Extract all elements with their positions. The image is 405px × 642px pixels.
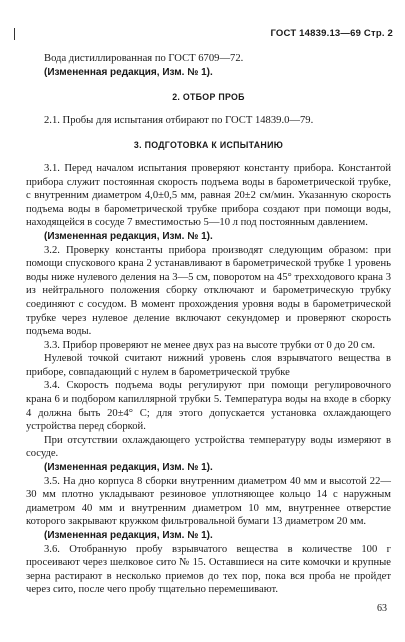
page-header: ГОСТ 14839.13—69 Стр. 2 [270, 28, 393, 39]
paragraph-3-3-zero-point: Нулевой точкой считают нижний уровень слоя взрывчатого вещества в приборе, совпадающий с нулем в барометрической трубке [26, 353, 391, 378]
section-title-preparation: 3. ПОДГОТОВКА К ИСПЫТАНИЮ [133, 140, 284, 151]
paragraph-3-1: 3.1. Перед началом испытания проверяют константу прибора. Константой прибора служит постоянная скорость подъема воды в барометрической трубке, с внутренним диаметром 4,0±0,5 мм, равная 20±2 см/мин. Указанную скорость подъема воды в барометрической трубке прибора создают при помощи воды, находящейся в сосуде 7 вместимостью 5—10 л под постоянным давлением. [26, 162, 391, 229]
paragraph-3-5: 3.5. На дно корпуса 8 сборки внутренним диаметром 40 мм и высотой 22—30 мм плотно укладывают резиновое уплотняющее кольцо 14 с наружным диаметром 40 мм и внутренним диаметром 10 мм, внутреннее отверстие которого закрывают кружком фильтровальной бумаги 13 диаметром 20 мм. [26, 475, 391, 528]
paragraph-2-1: 2.1. Пробы для испытания отбирают по ГОСТ 14839.0—79. [44, 114, 314, 126]
amendment-note: (Измененная редакция, Изм. № 1). [44, 66, 213, 78]
paragraph-3-4-no-cooling: При отсутствии охлаждающего устройства температуру воды измеряют в сосуде. [26, 434, 391, 460]
page-number: 63 [377, 603, 387, 614]
amendment-note: (Измененная редакция, Изм. № 1). [44, 530, 213, 541]
paragraph-3-3: 3.3. Прибор проверяют не менее двух раз на высоте трубки от 0 до 20 см. [44, 339, 376, 351]
paragraph-3-2: 3.2. Проверку константы прибора производят следующим образом: при помощи спускового крана 2 устанавливают в барометрической трубке 1 уровень воды ниже нулевого деления на 3—5 см, поворотом на 45° трехходового крана 3 из нейтрального положения сборку отключают и барометрическую трубку соединяют с сосудом. В момент прохождения уровня воды в барометрической трубке через нулевое деление включают секундомер и проверяют скорость подъема воды. [26, 244, 391, 338]
section-title-sampling: 2. ОТБОР ПРОБ [172, 92, 245, 103]
amendment-note: (Измененная редакция, Изм. № 1). [44, 462, 213, 474]
amendment-note: (Измененная редакция, Изм. № 1). [44, 230, 213, 242]
document-body [26, 52, 391, 597]
paragraph-3-4: 3.4. Скорость подъема воды регулируют при помощи регулировочного крана 6 и подбором капиллярной трубки 5. Температура воды на входе в сборку 4 должна быть 20±4° С; для этого допускается установка охлаждающего устройства перед сборкой. [26, 380, 391, 433]
margin-mark [14, 28, 15, 40]
intro-line: Вода дистиллированная по ГОСТ 6709—72. [44, 53, 244, 64]
paragraph-3-6: 3.6. Отобранную пробу взрывчатого вещества в количестве 100 г просеивают через шелковое сито № 15. Оставшиеся на сите комочки и крупные зерна растирают в несколько приемов до тех пор, пока вся проба не пройдет через сито, после чего пробу тщательно перемешивают. [26, 543, 391, 596]
